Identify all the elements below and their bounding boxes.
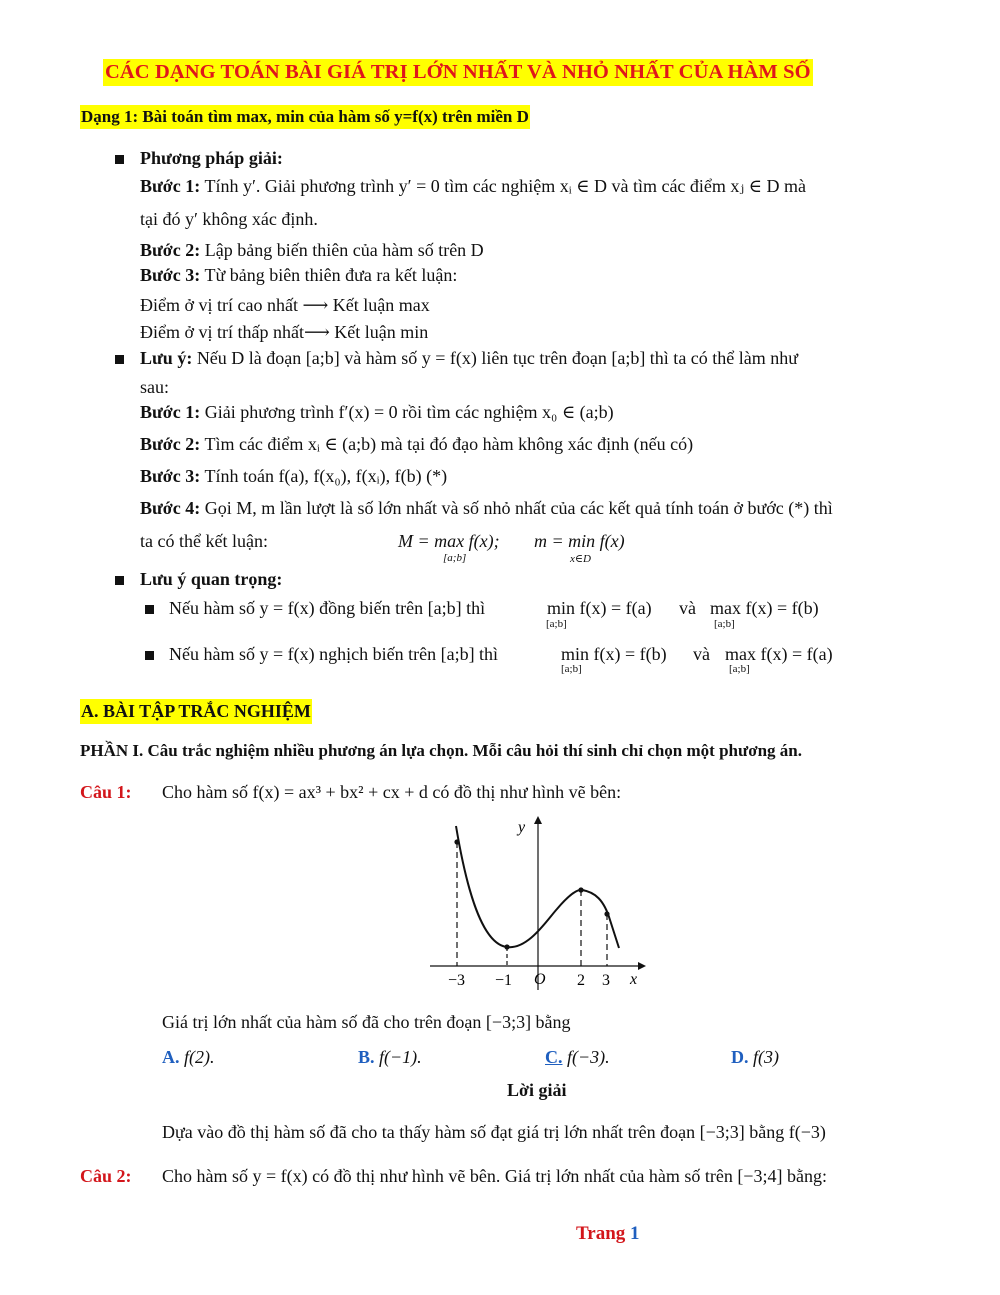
note-text: Nếu D là đoạn [a;b] và hàm số y = f(x) liên tục trên đoạn [a;b] thì ta có thể làm như [196,348,799,368]
step1-label: Bước 1: [140,176,201,196]
q1-label: Câu 1: [80,782,132,802]
note-label: Lưu ý: [140,348,193,368]
part1-text: Câu trắc nghiệm nhiều phương án lựa chọn. Mỗi câu hỏi thí sinh chỉ chọn một phương án. [147,741,803,760]
bullet-square-icon [115,355,124,364]
page-footer [576,1223,640,1245]
dang1-heading: Dạng 1: Bài toán tìm max, min của hàm số y=f(x) trên miền D [80,105,530,129]
step1-text: Tính y′. Giải phương trình y′ = 0 tìm các nghiệm xᵢ ∈ D và tìm các điểm xⱼ ∈ D mà [204,176,806,196]
note-step4-cont: ta có thể kết luận: [140,531,268,551]
conclusion-max: Điểm ở vị trí cao nhất ⟶ Kết luận max [140,295,430,315]
formula-max: M = max f(x); [398,531,500,551]
important-item2-d-sub: [a;b] [729,663,750,675]
step2-label: Bước 2: [140,240,201,260]
important-item2-c: và [693,644,710,664]
important-heading: Lưu ý quan trọng: [140,569,283,589]
page-title: CÁC DẠNG TOÁN BÀI GIÁ TRỊ LỚN NHẤT VÀ NHỎ NHẤT CỦA HÀM SỐ [103,59,813,86]
important-item2-d: max f(x) = f(a) [725,644,833,664]
conclusion-min: Điểm ở vị trí thấp nhất⟶ Kết luận min [140,322,429,342]
note-step2-label: Bước 2: [140,434,201,454]
note-cont: sau: [140,377,169,397]
note-step3 [140,466,447,487]
note-step3-label: Bước 3: [140,466,201,486]
part1-label: PHẦN I. [80,741,144,760]
important-item1-c: và [679,598,696,618]
note-step2-text: Tìm các điểm xᵢ ∈ (a;b) mà tại đó đạo hàm không xác định (nếu có) [204,434,694,454]
method-step1-cont: tại đó y′ không xác định. [140,209,318,229]
step3-label: Bước 3: [140,265,201,285]
y-axis-label: y [518,819,526,836]
y-axis-arrow-icon [534,816,542,824]
solution-heading: Lời giải [507,1080,567,1100]
note-step3-text: Tính toán f(a), f(x₀), f(xᵢ), f(b) (*) [204,466,448,486]
option-a-text: f(2). [184,1047,215,1067]
bullet-square-icon [145,651,154,660]
important-item2-b-sub: [a;b] [561,663,582,675]
step2-text: Lập bảng biến thiên của hàm số trên D [204,240,484,260]
formula-min-sub: x∈D [570,553,591,565]
x-axis-label: x [630,971,638,988]
section-a-heading: A. BÀI TẬP TRẮC NGHIỆM [80,699,312,724]
point-2 [578,887,583,892]
option-a[interactable] [162,1047,215,1068]
formula-min: m = min f(x) [534,531,625,551]
note-step1 [140,402,614,423]
important-item2-b: min f(x) = f(b) [561,644,667,664]
tick-label-minus1: −1 [495,972,513,989]
note-line [140,348,798,369]
option-d-letter: D. [731,1047,749,1067]
note-step4-text: Gọi M, m lần lượt là số lớn nhất và số nhỏ nhất của các kết quả tính toán ở bước (*) thì [204,498,833,518]
point-minus3 [454,839,459,844]
option-b-text: f(−1). [379,1047,422,1067]
note-step1-text: Giải phương trình f′(x) = 0 rồi tìm các nghiệm x₀ ∈ (a;b) [204,402,614,422]
option-c[interactable] [545,1047,610,1068]
important-item1-b: min f(x) = f(a) [547,598,652,618]
note-step4-label: Bước 4: [140,498,201,518]
bullet-square-icon [115,155,124,164]
q1-graph [420,810,650,995]
option-c-text: f(−3). [567,1047,610,1067]
formula-max-sub: [a;b] [443,552,467,564]
option-d[interactable] [731,1047,779,1068]
important-item1-b-sub: [a;b] [546,618,567,630]
note-step4 [140,498,833,519]
note-step1-label: Bước 1: [140,402,201,422]
q1-text: Cho hàm số f(x) = ax³ + bx² + cx + d có đồ thị như hình vẽ bên: [162,782,622,802]
step3-text: Từ bảng biên thiên đưa ra kết luận: [204,265,458,285]
q1-prompt: Giá trị lớn nhất của hàm số đã cho trên đoạn [−3;3] bằng [162,1012,571,1032]
footer-label: Trang [576,1223,626,1244]
origin-label: O [534,971,546,988]
important-item2-a: Nếu hàm số y = f(x) nghịch biến trên [a;b] thì [169,644,499,664]
method-step1 [140,176,806,197]
point-minus1 [504,944,509,949]
bullet-square-icon [115,576,124,585]
part1-line [80,741,802,761]
method-step3 [140,265,457,286]
tick-label-minus3: −3 [448,972,466,989]
option-a-letter: A. [162,1047,180,1067]
point-3 [604,911,609,916]
option-b[interactable] [358,1047,422,1068]
option-b-letter: B. [358,1047,375,1067]
important-item1-d-sub: [a;b] [714,618,735,630]
solution-text: Dựa vào đồ thị hàm số đã cho ta thấy hàm số đạt giá trị lớn nhất trên đoạn [−3;3] bằng f(−3) [162,1122,826,1142]
important-item1-d: max f(x) = f(b) [710,598,819,618]
option-c-letter: C. [545,1047,563,1067]
note-step2 [140,434,693,455]
page-number: 1 [630,1223,640,1244]
q2-text: Cho hàm số y = f(x) có đồ thị như hình vẽ bên. Giá trị lớn nhất của hàm số trên [−3;4] bằng: [162,1166,827,1186]
method-step2 [140,240,484,261]
tick-label-2: 2 [577,972,585,989]
x-axis-arrow-icon [638,962,646,970]
tick-label-3: 3 [602,972,610,989]
bullet-square-icon [145,605,154,614]
q2-label: Câu 2: [80,1166,132,1186]
method-heading: Phương pháp giải: [140,148,283,168]
important-item1-a: Nếu hàm số y = f(x) đồng biến trên [a;b] thì [169,598,486,618]
option-d-text: f(3) [753,1047,779,1067]
